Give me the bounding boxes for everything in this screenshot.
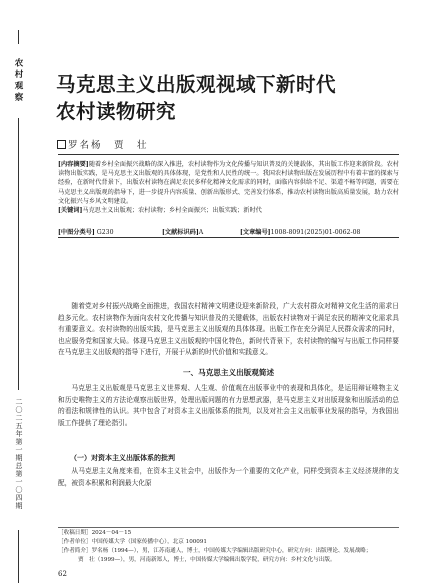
authors-line [57, 137, 149, 151]
doc-label: [文献标识码] [162, 229, 199, 236]
section-heading-1: 一、马克思主义出版观简述 [182, 368, 275, 377]
author-names: 罗名杨 贾 壮 [68, 140, 149, 151]
subsection1-paragraph: 从马克思主义角度来看，在资本主义社会中，出版作为一个重要的文化产业，同样受到资本主义经济规律的支配，被资本积累和利润最大化原 [58, 467, 399, 487]
issue-label: 二〇二五年第一期总第一〇四期 [15, 398, 23, 510]
clc-code [58, 227, 114, 236]
strip-rule-top [18, 30, 19, 44]
footnote-bio1: ［作者简介］罗名杨（1994—），男，江苏南通人，博士，中国传媒大学编辑出版研究中心，研究方向：出版理论、发展战略； [58, 548, 372, 554]
article-title-line2: 农村读物研究 [56, 100, 177, 123]
column-label: 农村观察 [13, 58, 23, 104]
footnote-received: ［收稿日期］2024－04－15 [58, 530, 132, 536]
author-marker-icon [57, 140, 66, 149]
clc-value: G230 [96, 229, 114, 236]
article-no-label: [文章编号] [240, 229, 271, 236]
keywords-label: [关键词] [58, 207, 83, 215]
clc-label: [中图分类号] [58, 229, 95, 236]
footnote-bio2: 贾 壮（1999—），男，河南新郑人，博士，中国传媒大学编辑出版学院，研究方向：乡村文化与出版。 [78, 557, 336, 563]
intro-paragraph: 随着党对乡村振兴战略全面推进，我国农村精神文明建设迎来新阶段，广大农村群众对精神文化生活的需求日趋多元化。农村读物作为面向农村文化传播与知识普及的关键载体，出版农村读物对于满足农民的精神文化需求具有重要意义。农村读物的出版实践，是马克思主义出版观的具体体现。出版工作在充分满足人民群众需求的同时，也应服务党和国家大局。体现马克思主义出版观的中国化特色，新时代背景下，农村读物的编写与出版工作同样要在马克思主义出版观的指导下进行，开展于从新的时代价值和实践意义。 [58, 302, 399, 357]
document-code [162, 227, 203, 236]
doc-value: A [198, 229, 204, 236]
abstract-label: [内容摘要] [58, 161, 89, 168]
abstract-bottom-rule [58, 237, 399, 238]
article-number [240, 227, 360, 236]
strip-rule-middle [18, 118, 19, 390]
article-title-line1: 马克思主义出版观视域下新时代 [56, 73, 337, 96]
page-number: 62 [58, 570, 67, 578]
article-no-value: 1008-8091(2025)01-0062-08 [270, 229, 361, 236]
section1-paragraph: 马克思主义出版观是马克思主义世界观、人生观、价值观在出版事业中的表现和具体化，是运用辩证唯物主义和历史唯物主义的方法论观察出版世界，处理出版问题的有力思想武器，是马克思主义对出版现象和出版活动的总的看法和规律性的认识。其中包含了对资本主义出版体系的批判，以及对社会主义出版事业发展的指导，为我国出版工作提供了理论指引。 [58, 384, 399, 427]
abstract-block [58, 160, 399, 215]
strip-rule-bottom [18, 530, 19, 583]
subsection-heading-1: （一）对资本主义出版体系的批判 [70, 453, 175, 462]
abstract-top-rule [58, 154, 399, 155]
footnote-rule [58, 527, 399, 528]
keywords-text: 马克思主义出版观；农村读物；乡村全面振兴；出版实践；新时代 [82, 207, 262, 215]
abstract-text: 随着乡村全面振兴战略的深入推进，农村读物作为文化传播与知识普及的关键载体，其出版工作迎来新阶段。农村读物出版实践，是马克思主义出版观的具体体现，是党性和人民性的统一。我国农村读物出版在发展历程中有着丰富的探索与经验，在新时代背景下，出版农村读物在满足农民多样化精神文化需求的同时，面临内容供给不足、渠道不畅等问题，需要在马克思主义出版观的指导下，进一步提升内容质量、创新出版形式、完善发行体系，推动农村读物出版高质量发展，助力农村文化振兴与乡风文明建设。 [58, 161, 399, 205]
footnote-unit: ［作者单位］中国传媒大学（国家传播中心），北京 100091 [58, 539, 207, 545]
